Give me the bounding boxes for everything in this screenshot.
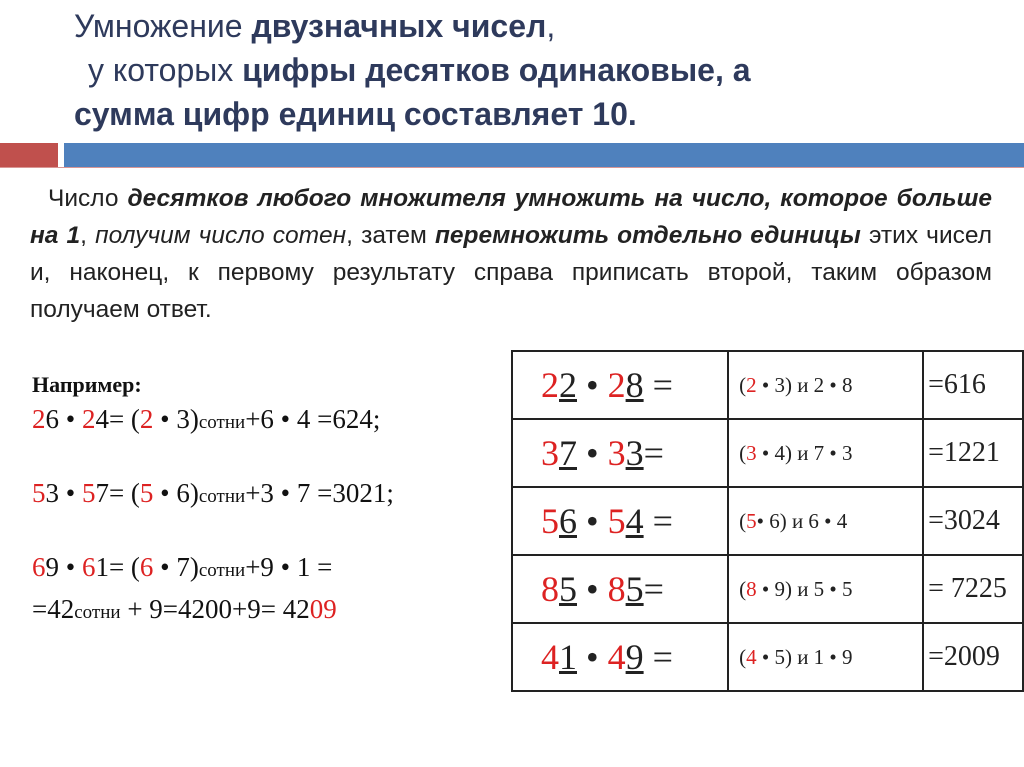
calc-cell: (5• 6) и 6 • 4 xyxy=(728,487,923,555)
rule-paragraph: Число десятков любого множителя умножить на число, которое больше на 1, получим число сотен, затем перемножить отдельно единицы этих чисел и, наконец, к первому результату справа приписать второй, таким образом получаем ответ. xyxy=(30,185,992,323)
result-cell: =1221 xyxy=(923,419,1023,487)
accent-bar-blue xyxy=(64,143,1024,167)
examples-heading: Например: xyxy=(32,372,142,397)
product-cell: 85 • 85= xyxy=(512,555,728,623)
example-line: 53 • 57= (5 • 6)сотни+3 • 7 =3021; xyxy=(32,478,394,508)
accent-bar-red xyxy=(0,143,58,167)
table-row xyxy=(512,487,1023,555)
title-line-3: сумма цифр единиц составляет 10. xyxy=(74,96,637,132)
example-line-continued: =42сотни + 9=4200+9= 4209 xyxy=(32,594,337,624)
result-cell: =616 xyxy=(923,351,1023,419)
product-cell: 41 • 49 = xyxy=(512,623,728,691)
table-row xyxy=(512,351,1023,419)
examples-table xyxy=(511,350,1024,692)
table-row xyxy=(512,555,1023,623)
slide-title xyxy=(74,4,1014,136)
table-row xyxy=(512,623,1023,691)
example-line: 69 • 61= (6 • 7)сотни+9 • 1 = xyxy=(32,552,333,582)
title-line-1: Умножение двузначных чисел, xyxy=(74,8,556,44)
title-line-2: у которых цифры десятков одинаковые, а xyxy=(88,52,751,88)
calc-cell: (3 • 4) и 7 • 3 xyxy=(728,419,923,487)
examples-block xyxy=(32,372,512,632)
result-cell: =2009 xyxy=(923,623,1023,691)
calc-cell: (8 • 9) и 5 • 5 xyxy=(728,555,923,623)
product-cell: 37 • 33= xyxy=(512,419,728,487)
product-cell: 22 • 28 = xyxy=(512,351,728,419)
product-cell: 56 • 54 = xyxy=(512,487,728,555)
calc-cell: (2 • 3) и 2 • 8 xyxy=(728,351,923,419)
divider-line xyxy=(0,167,1024,168)
result-cell: =3024 xyxy=(923,487,1023,555)
example-line: 26 • 24= (2 • 3)сотни+6 • 4 =624; xyxy=(32,404,381,434)
result-cell: = 7225 xyxy=(923,555,1023,623)
calc-cell: (4 • 5) и 1 • 9 xyxy=(728,623,923,691)
table-row xyxy=(512,419,1023,487)
